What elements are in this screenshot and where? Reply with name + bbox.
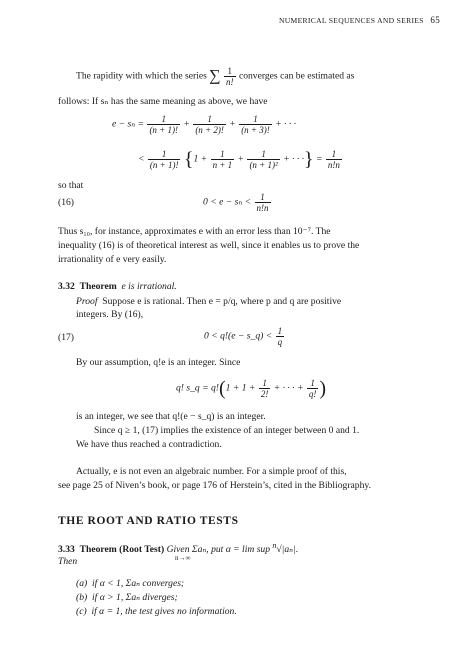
equation-label-16: (16) xyxy=(58,197,74,208)
inequality-16: 0 < e − sₙ < $\frac{1}{n!n}$ xyxy=(203,192,269,213)
equation-qsq: q! s_q = q!(1 + 1 + $\frac{1}{2!}$ + · · · + $\frac{1}{q!}$ ) xyxy=(176,377,327,400)
nth-root-expression: √|aₙ| xyxy=(276,544,296,556)
contradiction-text: We have thus reached a contradiction. xyxy=(76,439,222,450)
since-text: Since q ≥ 1, (17) implies the existence of an integer between 0 and 1. xyxy=(94,425,360,436)
text-line-2: follows: If sₙ has the same meaning as above, we have xyxy=(58,96,268,107)
actually-line-1: Actually, e is not even an algebraic number. For a simple proof of this, xyxy=(76,466,347,477)
thus-line-1: Thus s₁₀, for instance, approximates e with an error less than 10⁻⁷. The xyxy=(58,226,331,237)
assumption-text: By our assumption, q!e is an integer. Since xyxy=(76,357,241,368)
actually-line-2: see page 25 of Niven’s book, or page 176 of Herstein’s, cited in the Bibliography. xyxy=(58,480,371,491)
equation-label-17: (17) xyxy=(58,332,74,343)
proof-line-2: integers. By (16), xyxy=(76,309,144,320)
running-title: NUMERICAL SEQUENCES AND SERIES xyxy=(278,16,424,25)
text-line-1: The rapidity with which the series ∑ $\frac{1}{n!}$ converges can be estimated as xyxy=(76,66,355,87)
thus-line-2: inequality (16) is of theoretical interest as well, since it enables us to prove the xyxy=(58,240,360,251)
running-header xyxy=(262,15,440,25)
theorem-333: 3.33 Theorem (Root Test) Given Σaₙ, put α = lim sup $^n$√|aₙ|. xyxy=(58,541,299,556)
then-text: Then xyxy=(58,556,78,567)
theorem-332: 3.32 Theorem e is irrational. xyxy=(58,281,177,292)
integer-text: is an integer, we see that q!(e − s_q) is an integer. xyxy=(76,411,266,422)
list-item: (a) if α < 1, Σaₙ converges; xyxy=(76,578,185,589)
inequality-17: 0 < q!(e − s_q) < $\frac{1}{q}$ xyxy=(204,326,283,347)
section-title: THE ROOT AND RATIO TESTS xyxy=(58,515,239,527)
equation-tail-sum: e − sₙ = $\frac{1}{(n + 1)!}$ + $\frac{1}{(n + 2)!}$ + $\frac{1}{(n + 3)!}$ + · · · xyxy=(112,114,297,135)
fraction-1-over-nfact: $\frac{1}{n!}$ xyxy=(226,66,234,87)
proof-line-1: Proof Suppose e is rational. Then e = p/q, where p and q are positive xyxy=(76,296,342,307)
sum-symbol: ∑ xyxy=(209,67,221,85)
limsup-subscript: n→∞ xyxy=(175,554,191,562)
list-item: (b) if α > 1, Σaₙ diverges; xyxy=(76,592,178,603)
page-number: 65 xyxy=(430,15,440,25)
so-that-text: so that xyxy=(58,180,84,191)
list-item: (c) if α = 1, the test gives no information. xyxy=(76,606,237,617)
equation-bound: < $\frac{1}{(n + 1)!}$ {1 + $\frac{1}{n + 1}$ + $\frac{1}{\text{(n + 1)²}}$ + · · ·} = $\frac{1}{n!n}$ xyxy=(138,148,340,171)
thus-line-3: irrationality of e very easily. xyxy=(58,254,167,265)
